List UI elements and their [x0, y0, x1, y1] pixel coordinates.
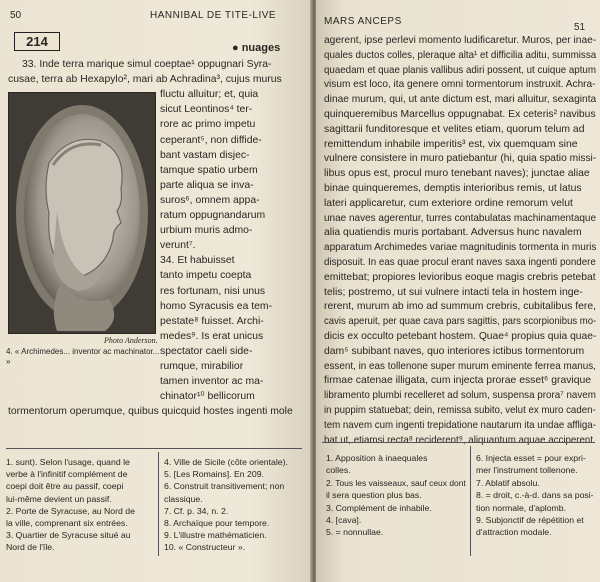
footnote-column-divider [158, 452, 159, 556]
text-line: tormentorum operumque, quibus quicquid hostes ingenti mole [8, 406, 293, 418]
text-line: urbium muris admo- [160, 225, 253, 237]
footnote-line: 9. Subjonctif de répétition et [476, 515, 584, 525]
footnote-line: colles. [326, 465, 351, 476]
footnote-line: lui-même devient un passif. [6, 493, 112, 504]
text-line: agerent, ipse perlevi momento ludificaretur. Muros, per inae- [324, 35, 597, 46]
footnote-line: 4. Ville de Sicile (côte orientale). [164, 457, 288, 467]
text-line: 34. Et habuisset [160, 255, 235, 267]
text-line: tanto impetu coepta [160, 270, 252, 282]
portrait-relief-image [9, 93, 155, 333]
text-line: alia quatiendis muris portabant. Adversus hunc navalem [324, 227, 582, 239]
footnote-line: 5. [Les Romains]. En 209. [164, 469, 264, 480]
text-line: lateri applicaretur, cum exteriore ordine remorum velut [324, 197, 573, 209]
text-line: cusae, terra ab Hexapylo², mari ab Achradina³, cujus murus [8, 74, 282, 85]
text-line: firmae catenae illigata, cum injecta prorae esset⁶ gravique [324, 375, 592, 387]
section-number: 214 [14, 32, 60, 51]
footnote-line: mer l'instrument tollenone. [476, 465, 578, 476]
footnote-line: classique. [164, 493, 203, 504]
footnote-line: Nord de l'île. [6, 542, 55, 553]
text-line: parte aliqua se inva- [160, 179, 254, 191]
footnote-rule [6, 448, 302, 449]
text-line: bat ut, etiamsi recta⁸ reciderent⁹, aliquantum aquae acciperent. [324, 434, 596, 446]
text-line: libramento plumbi recelleret ad solum, suspensa prora⁷ navem [324, 390, 596, 402]
page-number: 51 [574, 22, 586, 33]
text-line: spectator caeli side- [160, 345, 253, 357]
footnote-column-divider [470, 446, 471, 556]
text-line: libus opus est, procul muro tenebant naves); junctae aliae [324, 168, 590, 180]
footnote-line: 9. L'illustre mathématicien. [164, 530, 267, 541]
footnote-line: 5. = nonnullae. [326, 527, 384, 538]
text-line: apparatum Archimedes variae magnitudinis tormenta in muris [324, 242, 597, 254]
text-line: sagittarii funditoresque et velites etiam, quorum telum ad [324, 123, 585, 135]
footnote-line: il sera question plus bas. [326, 490, 422, 501]
text-line: vulnere consistere in muro patiebantur (hi, quia spatio missi- [324, 153, 597, 165]
text-line: quaedam et quae planis vallibus adiri possent, ut cuique aptum [324, 64, 596, 76]
text-line: suros⁶, omnem appa- [160, 194, 260, 206]
footnote-line: 8. = droit, c.-à-d. dans sa posi- [476, 490, 594, 501]
text-line: binae quinqueremes, demptis interioribus remis, ut latus [324, 183, 582, 194]
text-line: unae naves agerentur, turres contabulatas machinamentaque [324, 212, 597, 224]
footnote-line: 3. Complément de inhabile. [326, 502, 432, 513]
side-note: ● nuages [232, 42, 281, 54]
text-line: disposuit. In eas quae procul erant naves saxa ingenti pondere [324, 257, 596, 268]
text-line: quinqueremibus Marcellus oppugnabat. Ex ceteris² navibus [324, 109, 596, 120]
running-head: HANNIBAL DE TITE-LIVE [150, 10, 277, 21]
text-line: ceperant⁵, non diffide- [160, 134, 262, 146]
text-line: bant vastam disjec- [160, 149, 250, 161]
text-line: in puppim statuebat; dein, remissa subito, velut ex muro caden- [324, 405, 596, 416]
text-line: dinae murum, qui, ut ante dictum est, mari alluitur, sexaginta [324, 94, 597, 106]
text-line: chinator¹⁰ bellicorum [160, 391, 255, 403]
footnote-line: tion normale, d'aplomb. [476, 502, 567, 513]
text-line: pestate⁸ fuisset. Archi- [160, 315, 264, 327]
footnote-line: 2. Porte de Syracuse, au Nord de [6, 505, 135, 516]
text-line: essent, in eas tollenone super murum eminente ferrea manus, [324, 360, 596, 372]
text-line: medes⁹. Is erat unicus [160, 330, 264, 342]
text-line: dam⁵ subibant naves, quo interiores ictibus tormentorum [324, 345, 585, 357]
text-line: tamque spatio urbem [160, 164, 258, 176]
footnote-rule [322, 442, 594, 443]
text-line: sicut Leontinos⁴ ter- [160, 104, 253, 116]
text-line: quales ductos colles, pleraque alta¹ et difficilia aditu, summissa [324, 49, 597, 61]
archimedes-portrait-photo [8, 92, 156, 334]
footnote-line: verbe à l'infinitif complément de [6, 469, 128, 480]
text-line: cavis aperuit, per quae cava pars sagittis, pars scorpionibus mo- [324, 316, 597, 328]
text-line: remittendum inhabile imperitis³ est, vix quemquam sine [324, 138, 578, 150]
right-page [316, 0, 600, 582]
photo-caption: 4. « Archimedes... inventor ac machinator... » [6, 347, 160, 366]
footnote-line: d'attraction modale. [476, 527, 552, 538]
footnote-line: 4. [cava]. [326, 515, 362, 525]
text-line: tem navem cum ingenti trepidatione nautarum ita undae affliga- [324, 419, 596, 431]
footnote-line: 7. Ablatif absolu. [476, 477, 540, 488]
footnote-line: 6. Construit transitivement; non [164, 481, 285, 492]
text-line: homo Syracusis ea tem- [160, 300, 273, 312]
footnote-line: 10. « Constructeur ». [164, 542, 246, 553]
text-line: 33. Inde terra marique simul coeptae¹ oppugnari Syra- [22, 59, 272, 70]
footnote-line: 8. Archaïque pour tempore. [164, 518, 270, 528]
footnote-line: 3. Quartier de Syracuse situé au [6, 530, 131, 541]
running-head: MARS ANCEPS [324, 16, 402, 27]
text-line: rerent, murum ab imo ad summum crebris, cubitalibus fere, [324, 301, 596, 313]
footnote-line: coepi doit être au passif, coepi [6, 481, 124, 492]
text-line: fluctu alluitur; et, quia [160, 89, 259, 101]
text-line: rumque, mirabilior [160, 361, 244, 372]
footnote-line: la ville, comprenant six entrées. [6, 518, 128, 528]
photo-credit: Photo Anderson. [104, 336, 158, 345]
text-line: rore ac primo impetu [160, 119, 256, 131]
text-line: dicis ex occulto petebant hostem. Quae⁴ propius quia quae- [324, 331, 597, 342]
text-line: emittebat; propiores levioribus eoque magis crebris petebat [324, 271, 596, 283]
footnote-line: 1. sunt). Selon l'usage, quand le [6, 457, 130, 467]
text-line: verunt⁷. [160, 240, 196, 252]
page-number: 50 [10, 10, 22, 21]
footnote-line: 2. Tous les vaisseaux, sauf ceux dont [326, 477, 466, 488]
text-line: visum est loco, ita genere omni tormentorum instruxit. Achra- [324, 79, 596, 91]
footnote-line: 7. Cf. p. 34, n. 2. [164, 505, 229, 516]
text-line: telis; postremo, ut sui vulnere intacti tela in hostem inge- [324, 286, 583, 298]
footnote-line: 6. Injecta esset = pour expri- [476, 453, 586, 463]
footnote-line: 1. Apposition à inaequales [326, 453, 428, 463]
text-line: ratum oppugnandarum [160, 210, 266, 221]
text-line: tamen inventor ac ma- [160, 376, 264, 388]
text-line: res fortunam, nisi unus [160, 285, 266, 297]
